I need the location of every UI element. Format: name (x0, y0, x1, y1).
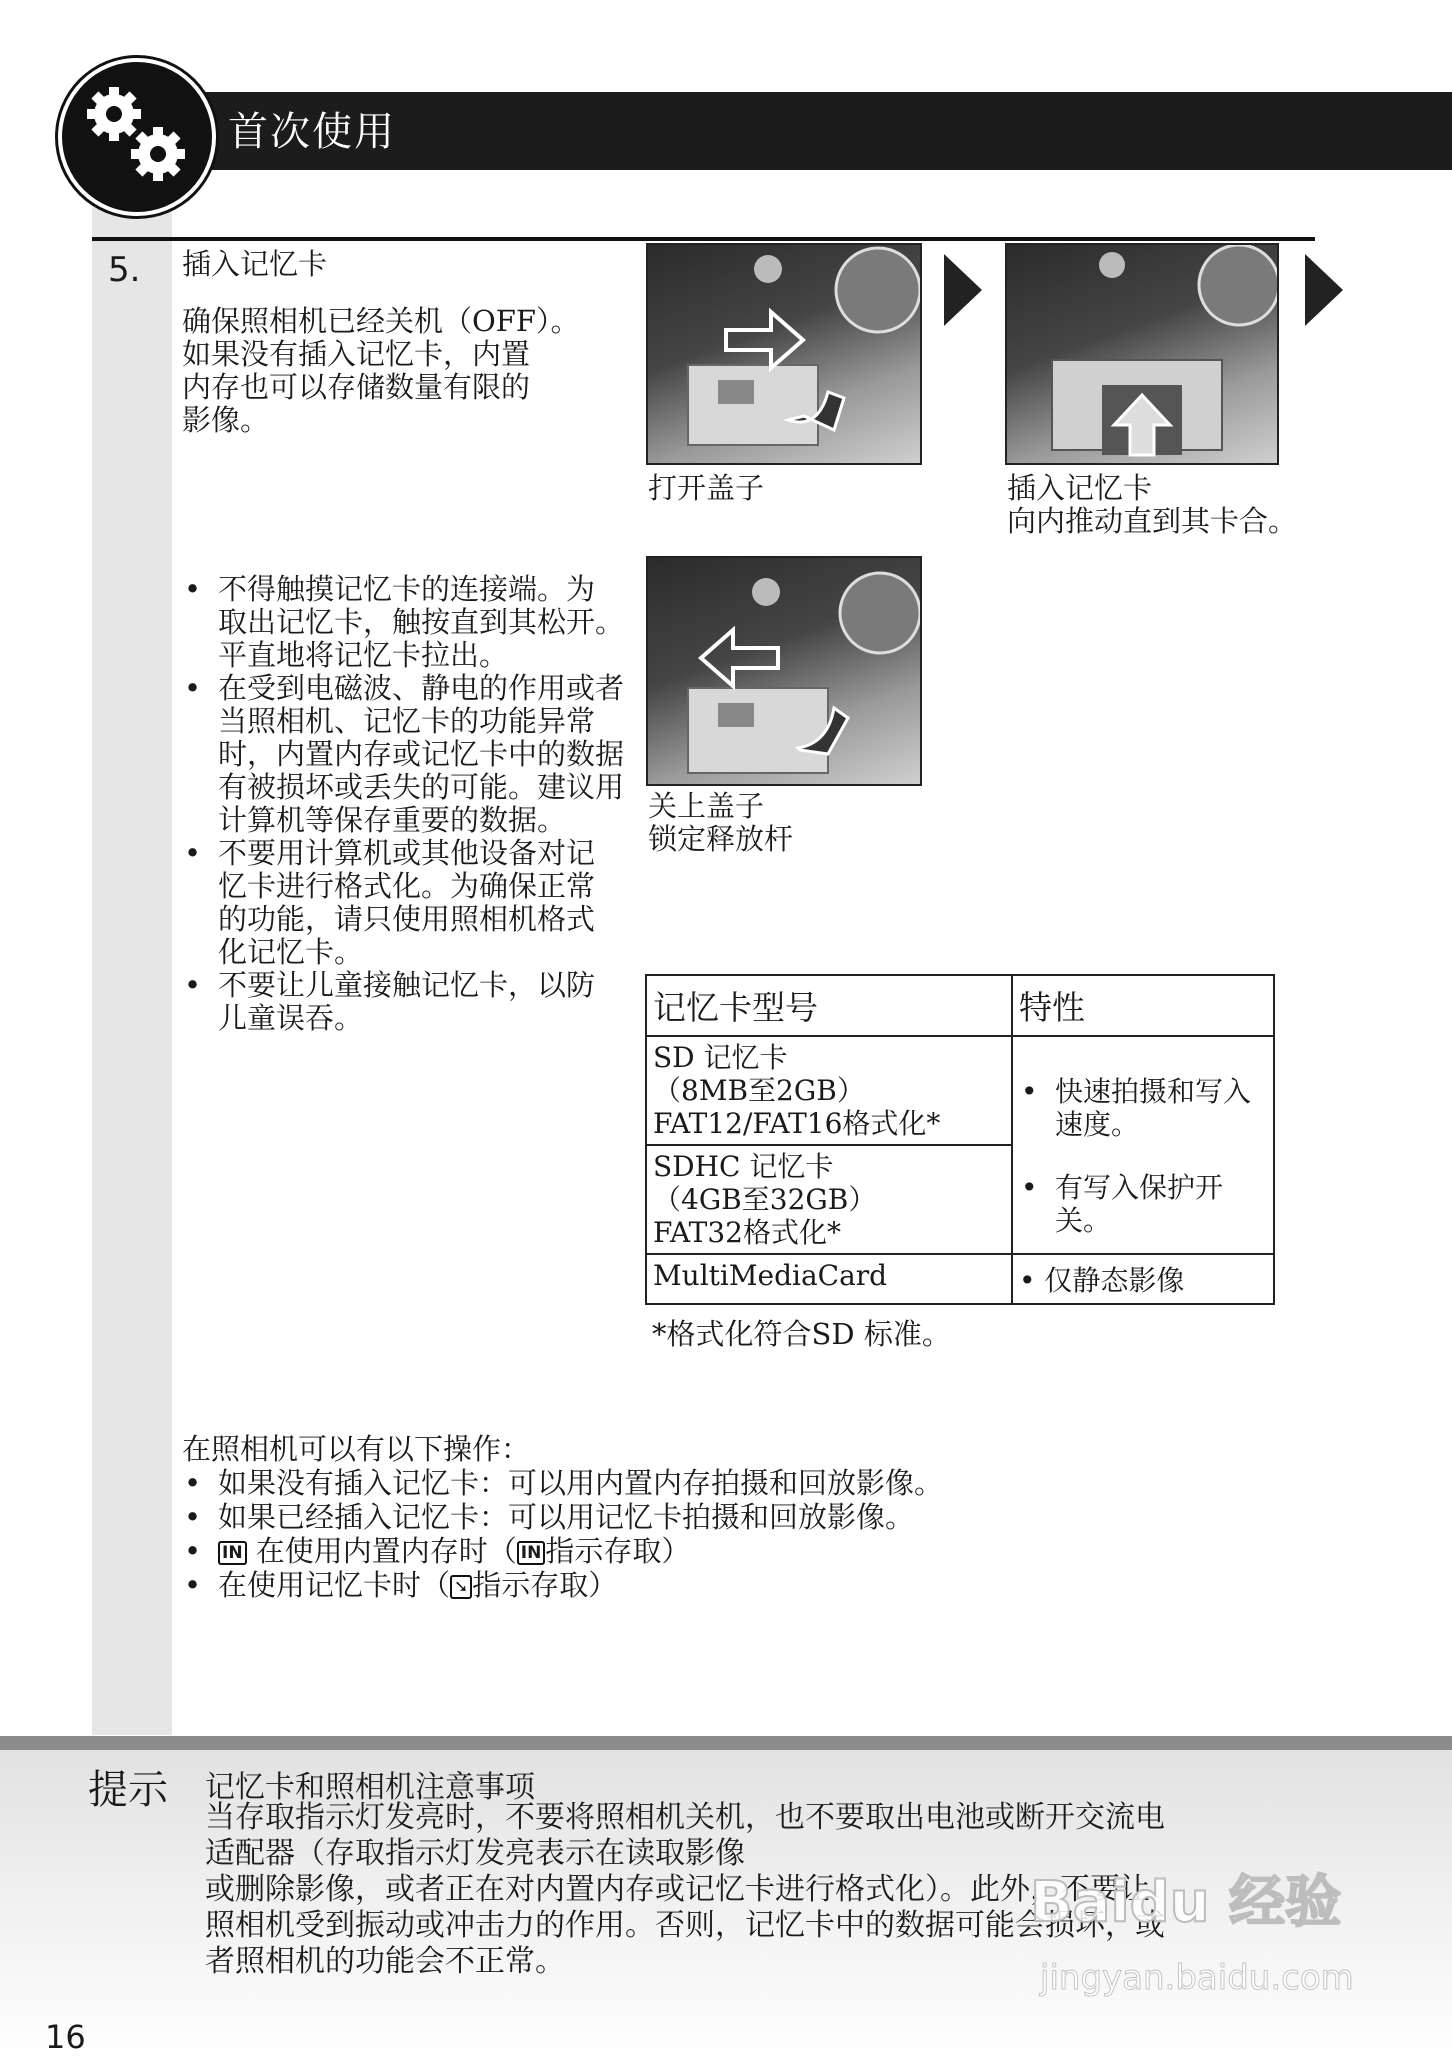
gears-icon (62, 62, 212, 212)
list-item: • 不得触摸记忆卡的连接端。为 取出记忆卡，触按直到其松开。 平直地将记忆卡拉出。 (182, 573, 642, 672)
step-description: 确保照相机已经关机（OFF）。 如果没有插入记忆卡，内置 内存也可以存储数量有限的 影像。 (182, 304, 580, 437)
left-margin-band (92, 175, 172, 1735)
column-header: 记忆卡型号 (646, 975, 1012, 1036)
photo-open-cover (646, 243, 922, 465)
tip-title: 记忆卡和照相机注意事项 (205, 1770, 535, 1805)
arrow-right-icon (1305, 254, 1343, 326)
list-item: • IN 在使用内置内存时（ IN 指示存取） (182, 1534, 1282, 1568)
operations-section (182, 1432, 1282, 1602)
caption-open: 打开盖子 (648, 471, 765, 505)
page-title: 首次使用 (228, 109, 396, 155)
caption-insert: 插入记忆卡 向内推动直到其卡合。 (1007, 471, 1298, 538)
watermark-url: jingyan.baidu.com (1040, 1958, 1354, 1998)
list-item: • 不要用计算机或其他设备对记 忆卡进行格式化。为确保正常 的功能，请只使用照相机格式 化记忆卡。 (182, 837, 642, 969)
column-header: 特性 (1012, 975, 1274, 1036)
tip-body: 当存取指示灯发亮时，不要将照相机关机，也不要取出电池或断开交流电 适配器（存取指示灯发亮表示在读取影像 或删除影像，或者正在对内置内存或记忆卡进行格式化）。此外，不要让 照相机受到振动或冲击力的作用。否则，记忆卡中的数据可能会损坏，或 者照相机的功能会不正常。 (205, 1800, 1165, 1979)
caution-list (182, 573, 642, 1035)
arrow-right-icon (944, 254, 982, 326)
table-footnote: *格式化符合SD 标准。 (652, 1317, 951, 1351)
memory-card-access-icon: ➘ (450, 1575, 472, 1599)
card-type-cell: SDHC 记忆卡 （4GB至32GB） FAT32格式化* (646, 1145, 1012, 1254)
watermark-brand: Baidu 经验 (1030, 1870, 1342, 1935)
list-item: • 快速拍摄和写入 速度。 (1019, 1075, 1267, 1141)
list-item: • 在受到电磁波、静电的作用或者 当照相机、记忆卡的功能异常 时，内置内存或记忆卡中的数据 有被损坏或丢失的可能。建议用 计算机等保存重要的数据。 (182, 672, 642, 837)
list-item: • 如果没有插入记忆卡：可以用内置内存拍摄和回放影像。 (182, 1466, 1282, 1500)
internal-memory-access-icon: IN (517, 1541, 546, 1565)
list-item: • 不要让儿童接触记忆卡，以防 儿童误吞。 (182, 969, 642, 1035)
page-number: 16 (45, 2018, 86, 2056)
photo-insert-card (1005, 243, 1279, 465)
list-item: • 在使用记忆卡时（ ➘ 指示存取） (182, 1568, 1282, 1602)
table-row (646, 1254, 1274, 1304)
table-row (646, 1036, 1274, 1145)
feature-cell: • 仅静态影像 (1012, 1254, 1274, 1304)
tip-divider (0, 1736, 1452, 1750)
list-item: • 如果已经插入记忆卡：可以用记忆卡拍摄和回放影像。 (182, 1500, 1282, 1534)
card-type-cell: MultiMediaCard (646, 1254, 1012, 1304)
card-type-cell: SD 记忆卡 （8MB至2GB） FAT12/FAT16格式化* (646, 1036, 1012, 1145)
memory-card-table (645, 974, 1275, 1305)
step-title: 插入记忆卡 (182, 247, 328, 281)
tip-label: 提示 (88, 1767, 168, 1813)
photo-close-cover (646, 556, 922, 786)
list-item: • 有写入保护开 关。 (1019, 1171, 1267, 1237)
operations-intro: 在照相机可以有以下操作： (182, 1432, 531, 1466)
feature-cell (1012, 1036, 1274, 1254)
internal-memory-icon: IN (218, 1541, 247, 1565)
caption-close: 关上盖子 锁定释放杆 (648, 789, 794, 856)
section-divider (92, 237, 1315, 241)
table-header-row (646, 975, 1274, 1036)
header-badge (58, 58, 216, 216)
step-number: 5. (108, 250, 141, 290)
